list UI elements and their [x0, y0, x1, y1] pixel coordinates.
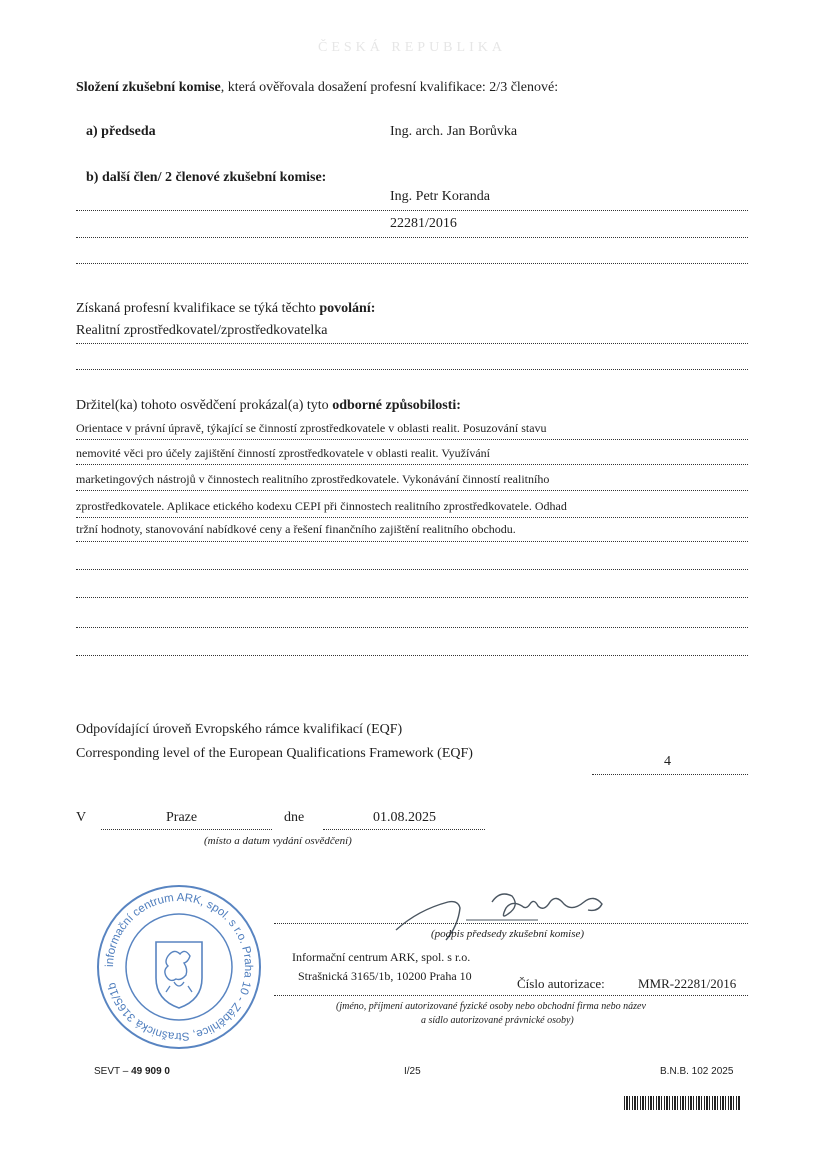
- dotted-line: [76, 490, 748, 491]
- form-code-number: 49 909 0: [131, 1066, 170, 1077]
- issuer-name: Informační centrum ARK, spol. s r.o.: [292, 950, 471, 964]
- dotted-line: [76, 569, 748, 570]
- dotted-line: [323, 829, 485, 830]
- dotted-line: [76, 541, 748, 542]
- member-name: Ing. Petr Koranda: [390, 189, 490, 204]
- signature-caption: (podpis předsedy zkušební komise): [431, 928, 585, 940]
- member-number: 22281/2016: [390, 216, 457, 231]
- dotted-line: [76, 237, 748, 238]
- form-code-prefix: SEVT –: [94, 1066, 132, 1077]
- form-code: [94, 1067, 170, 1077]
- authorization-label: Číslo autorizace:: [517, 976, 605, 991]
- issue-caption: (místo a datum vydání osvědčení): [204, 835, 352, 847]
- dotted-line: [101, 829, 272, 830]
- barcode: [624, 1096, 740, 1110]
- occupation-intro-plain: Získaná profesní kvalifikace se týká těchto: [76, 301, 320, 316]
- chair-label: a) předseda: [86, 124, 156, 139]
- issuer-caption-line2: a sídlo autorizované právnické osoby): [421, 1015, 574, 1026]
- dotted-line: [76, 369, 748, 370]
- competence-line: nemovité věci pro účely zajištění činností zprostředkovatele v oblasti realit. Využívání: [76, 446, 490, 460]
- dotted-line: [274, 995, 748, 996]
- occupation-intro-bold: povolání:: [319, 301, 376, 316]
- chair-name: Ing. arch. Jan Borůvka: [390, 124, 518, 139]
- member-label: b) další člen/ 2 členové zkušební komise:: [86, 170, 327, 185]
- eqf-line-en: Corresponding level of the European Qualifications Framework (EQF): [76, 746, 473, 761]
- occupation-value: Realitní zprostředkovatel/zprostředkovatelka: [76, 323, 328, 338]
- competence-line: tržní hodnoty, stanovování nabídkové ceny a řešení finančního zajištění realitního obchodu.: [76, 522, 516, 536]
- dotted-line: [76, 464, 748, 465]
- dotted-line: [76, 627, 748, 628]
- issuer-caption-line1: (jméno, příjmení autorizované fyzické osoby nebo obchodní firma nebo název: [336, 1001, 646, 1012]
- dotted-line: [592, 774, 748, 775]
- dotted-line: [76, 343, 748, 344]
- official-stamp: [94, 882, 264, 1052]
- issue-place: Praze: [166, 810, 198, 825]
- dotted-line: [76, 210, 748, 211]
- occupation-intro: [76, 302, 375, 316]
- dotted-line: [274, 923, 748, 924]
- competences-intro: [76, 399, 461, 413]
- lion-emblem-icon: [156, 942, 202, 1008]
- competence-line: Orientace v právní úpravě, týkající se činností zprostředkovatele v oblasti realit. Posuzování stavu: [76, 421, 547, 435]
- dotted-line: [76, 517, 748, 518]
- commission-heading-rest: , která ověřovala dosažení profesní kvalifikace: 2/3 členové:: [220, 80, 559, 95]
- watermark-header: ČESKÁ REPUBLIKA: [318, 40, 506, 55]
- dotted-line: [76, 263, 748, 264]
- commission-heading: [76, 81, 558, 95]
- dotted-line: [76, 439, 748, 440]
- competences-intro-plain: Držitel(ka) tohoto osvědčení prokázal(a) tyto: [76, 398, 333, 413]
- competence-line: marketingových nástrojů v činnostech realitního zprostředkovatele. Vykonávání činností realitního: [76, 472, 550, 486]
- eqf-line-cz: Odpovídající úroveň Evropského rámce kvalifikací (EQF): [76, 722, 403, 737]
- dotted-line: [76, 597, 748, 598]
- commission-heading-bold: Složení zkušební komise: [76, 80, 221, 95]
- competences-intro-bold: odborné způsobilosti:: [332, 398, 461, 413]
- place-prefix: V: [76, 810, 87, 825]
- page-series: I/25: [404, 1066, 421, 1077]
- printer-code: B.N.B. 102 2025: [660, 1066, 734, 1077]
- issue-date: 01.08.2025: [373, 810, 436, 825]
- competence-line: zprostředkovatele. Aplikace etického kodexu CEPI při činnostech realitního zprostředkovatele. Odhad: [76, 499, 567, 513]
- date-word: dne: [284, 810, 305, 825]
- issuer-address: Strašnická 3165/1b, 10200 Praha 10: [298, 969, 472, 983]
- stamp-text: informační centrum ARK, spol. s r.o. Praha 10 - Záběhlice, Strašnická 3165/1b: [103, 891, 255, 1043]
- dotted-line: [76, 655, 748, 656]
- authorization-number: MMR-22281/2016: [638, 976, 737, 991]
- eqf-level: 4: [664, 754, 671, 769]
